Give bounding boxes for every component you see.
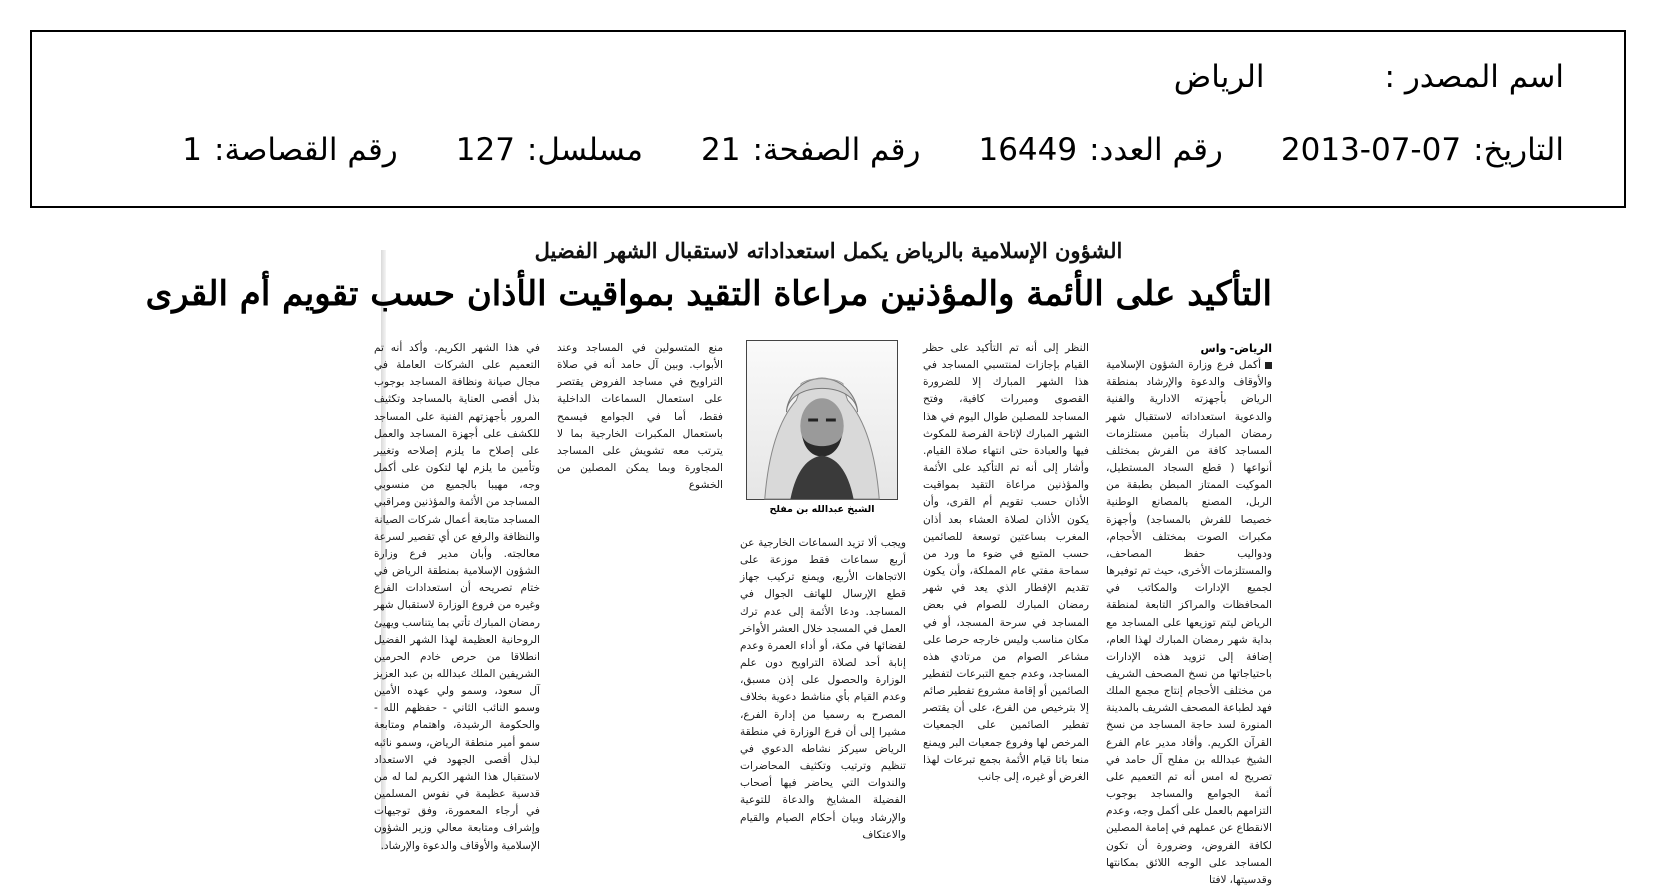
bullet-icon xyxy=(1265,362,1272,369)
details-line xyxy=(72,125,1564,175)
page-label: رقم الصفحة: xyxy=(752,132,921,168)
clip-field xyxy=(182,132,397,168)
article-headline: التأكيد على الأئمة والمؤذنين مراعاة التقيد بمواقيت الأذان حسب تقويم أم القرى xyxy=(145,274,1272,314)
issue-value: 16449 xyxy=(978,132,1078,168)
clip-label: رقم القصاصة: xyxy=(214,132,398,168)
article-kicker: الشؤون الإسلامية بالرياض يكمل استعداداته لاستقبال الشهر الفضيل xyxy=(534,238,1123,263)
article-column-5 xyxy=(374,340,540,854)
column-4-text: منع المتسولين في المساجد وعند الأبواب. وبين آل حامد أنه في صلاة التراويح في مساجد الفروض يقتصر على استعمال السماعات الداخلية فقط، أما في الجوامع فيسمح باستعمال المكبرات الخارجية بما لا يترتب معه تشويش على المساجد المجاورة وبما يمكن المصلين من الخشوع xyxy=(557,342,723,492)
article-dateline: الرياض- واس xyxy=(1200,342,1272,355)
date-value: 2013-07-07 xyxy=(1280,132,1462,168)
date-field xyxy=(1281,132,1564,168)
article-column-2 xyxy=(923,340,1089,854)
column-2-text: النظر إلى أنه تم التأكيد على حظر القيام بإجازات لمنتسبي المساجد في هذا الشهر المبارك إلا للضرورة القصوى ومبررات كافية، وفتح المساجد للمصلين طوال اليوم في هذا الشهر المبارك لإتاحة الفرصة للمكوث فيها والعبادة حتى انتهاء صلاة القيام. وأشار إلى أنه تم التأكيد على الأئمة والمؤذنين مراعاة التقيد بمواقيت الأذان حسب تقويم أم القرى، وأن يكون الأذان لصلاة العشاء بعد أذان المغرب بساعتين توسعة للصائمين حسب المتبع في ضوء ما ورد من سماحة مفتي عام المملكة، وأن يكون تقديم الإفطار الذي يعد في شهر رمضان المبارك للصوام في بعض المساجد في سرحة المسجد، أو في مكان مناسب وليس خارجه حرصا على مشاعر الصوام من مرتادي هذه المساجد، وعدم جمع التبرعات لتفطير الصائمين أو إقامة مشروع تفطير صائم إلا بترخيص من الفرع، على أن يقتصر تفطير الصائمين على الجمعيات المرخص لها وفروع جمعيات البر ويمنع منعا باتا قيام الأئمة بجمع تبرعات لهذا الغرض أو غيره، إلى جانب xyxy=(923,342,1089,783)
source-label: اسم المصدر : xyxy=(1384,59,1564,95)
source-line xyxy=(72,52,1564,102)
clip-value: 1 xyxy=(182,132,203,168)
column-1-text: أكمل فرع وزارة الشؤون الإسلامية والأوقاف والدعوة والإرشاد بمنطقة الرياض بأجهزته الادارية والفنية والدعوية استعداداته لاستقبال شهر رمضان المبارك بتأمين مستلزمات المساجد كافة من الفرش بمختلف أنواعها ( قطع السجاد المستطيل، الموكيت الممتاز المبطن بطبقة من الربل، المصنع بالمصانع الوطنية خصيصا للفرش بالمساجد) وأجهزة مكبرات الصوت بمختلف الأحجام، ودواليب حفظ المصاحف، والمستلزمات الأخرى، حيث تم توفيرها لجميع الإدارات والمكاتب في المحافظات والمراكز التابعة لمنطقة الرياض ليتم توزيعها على المساجد مع بداية شهر رمضان المبارك لهذا العام، إضافة إلى تزويد هذه الإدارات باحتياجاتها من نسخ المصحف الشريف من مختلف الأحجام إنتاج مجمع الملك فهد لطباعة المصحف الشريف بالمدينة المنورة لسد حاجة المساجد من نسخ القرآن الكريم. وأفاد مدير عام الفرع الشيخ عبدالله بن مفلح آل حامد في تصريح له امس أنه تم التعميم على أئمة الجوامع والمساجد بوجوب التزامهم بالعمل على أكمل وجه، وعدم الانقطاع عن عملهم في إمامة المصلين لكافة الفروض، وضرورة أن تكون المساجد على الوجه اللائق بمكانتها وقدسيتها، لافتا xyxy=(1106,359,1272,886)
column-5-text: في هذا الشهر الكريم. وأكد أنه تم التعميم على الشركات العاملة في مجال صيانة ونظافة المساجد بوجوب بذل أقصى العناية بالمساجد وتكثيف المرور بأجهزتهم الفنية على المساجد للكشف على أجهزة المساجد والعمل على إصلاح ما يلزم إصلاحه وتغيير وتأمين ما يلزم لها لتكون على أكمل وجه، مهيبا بالجميع من منسوبي المساجد من الأئمة والمؤذنين ومراقبي المساجد متابعة أعمال شركات الصيانة والنظافة والرفع عن أي تقصير لسرعة معالجته. وأبان مدير فرع وزارة الشؤون الإسلامية بمنطقة الرياض في ختام تصريحه أن استعدادات الفرع وغيره من فروع الوزارة لاستقبال شهر رمضان المبارك تأتي بما يتناسب ويهيئ الروحانية العظيمة لهذا الشهر الفضيل انطلاقا من حرص خادم الحرمين الشريفين الملك عبدالله بن عبد العزيز آل سعود، وسمو ولي عهده الأمين وسمو النائب الثاني - حفظهم الله - والحكومة الرشيدة، واهتمام ومتابعة سمو أمير منطقة الرياض، وسمو نائبه لبذل أقصى الجهود في الاستعداد لاستقبال هذا الشهر الكريم لما له من قدسية عظيمة في نفوس المسلمين في أرجاء المعمورة، وفق توجيهات وإشراف ومتابعة معالي وزير الشؤون الإسلامية والأوقاف والدعوة والإرشاد. xyxy=(374,342,540,852)
source-info-box xyxy=(30,30,1626,208)
page-value: 21 xyxy=(701,132,741,168)
photo-caption: الشيخ عبدالله بن مفلح xyxy=(769,504,875,515)
portrait-icon xyxy=(747,341,897,499)
page-field xyxy=(701,132,920,168)
serial-label: مسلسل: xyxy=(526,132,644,168)
article-column-3 xyxy=(740,535,906,854)
issue-field xyxy=(978,132,1222,168)
portrait-photo xyxy=(746,340,898,500)
article-column-4 xyxy=(557,340,723,854)
photo-block xyxy=(740,336,906,528)
newspaper-clipping xyxy=(145,236,1272,886)
serial-field xyxy=(456,132,643,168)
source-value: الرياض xyxy=(1173,59,1265,95)
article-column-1 xyxy=(1106,340,1272,886)
column-3-text: ويجب ألا تزيد السماعات الخارجية عن أربع سماعات فقط موزعة على الاتجاهات الأربع، ويمنع تركيب جهاز قطع الإرسال للهاتف الجوال في المساجد. ودعا الأئمة إلى عدم ترك العمل في المسجد خلال العشر الأواخر لقضائها في مكة، أو أداء العمرة وعدم إنابة أحد لصلاة التراويح دون علم الوزارة والحصول على إذن مسبق، وعدم القيام بأي مناشط دعوية بخلاف المصرح به رسميا من إدارة الفرع، مشيرا إلى أن فرع الوزارة في منطقة الرياض سيركز نشاطه الدعوي في تنظيم وترتيب وتكثيف المحاضرات والندوات التي يحاضر فيها أصحاب الفضيلة المشايخ والدعاة للتوعية والإرشاد وبيان أحكام الصيام والقيام والاعتكاف xyxy=(740,537,906,841)
serial-value: 127 xyxy=(455,132,515,168)
date-label: التاريخ: xyxy=(1473,132,1564,168)
issue-label: رقم العدد: xyxy=(1089,132,1223,168)
